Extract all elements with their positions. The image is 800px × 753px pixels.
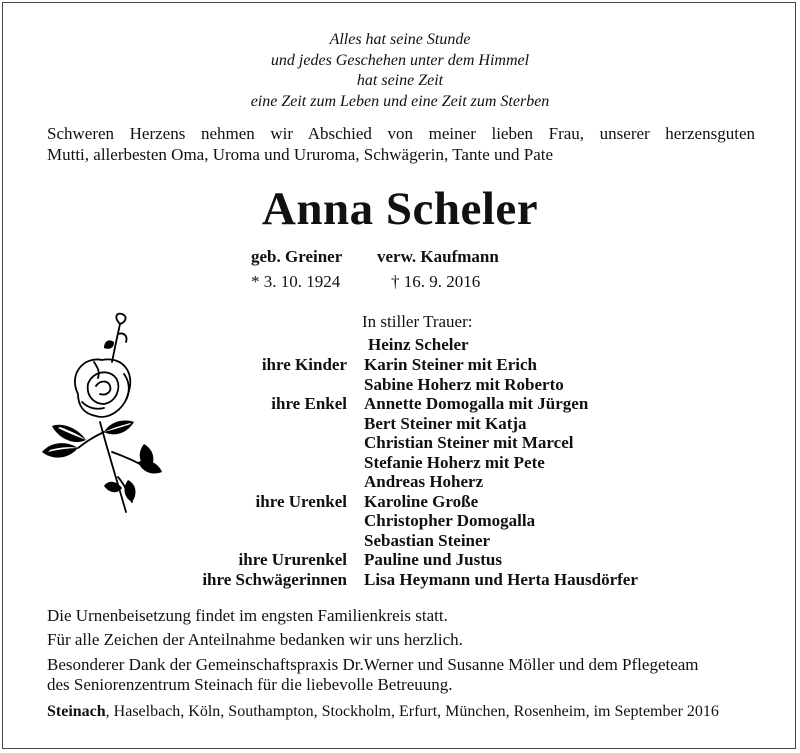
rose-icon	[38, 312, 164, 522]
mourner-name: Andreas Hoherz	[364, 472, 484, 491]
closing-line: Besonderer Dank der Gemeinschaftspraxis Dr.Werner und Susanne Möller und dem Pflegeteam	[47, 655, 699, 674]
birth-name: geb. Greiner	[251, 247, 343, 266]
birth-date: * 3. 10. 1924	[251, 272, 341, 291]
intro-line: Schweren Herzens nehmen wir Abschied von meiner lieben Frau, unserer herzensguten	[47, 124, 755, 143]
mourner-name: Heinz Scheler	[368, 335, 469, 354]
relation-label: ihre Enkel	[271, 394, 347, 413]
mourner-name: Karin Steiner mit Erich	[364, 355, 537, 374]
mourner-name: Pauline und Justus	[364, 550, 502, 569]
closing-line: Für alle Zeichen der Anteilnahme bedanken wir uns herzlich.	[47, 630, 463, 649]
mourner-name: Bert Steiner mit Katja	[364, 414, 527, 433]
poem	[0, 30, 800, 112]
intro-text	[47, 123, 755, 165]
mourner-name: Lisa Heymann und Herta Hausdörfer	[364, 570, 638, 589]
mourner-name: Sabine Hoherz mit Roberto	[364, 375, 564, 394]
mourner-name: Annette Domogalla mit Jürgen	[364, 394, 589, 413]
poem-line: eine Zeit zum Leben und eine Zeit zum Sterben	[250, 92, 550, 110]
relation-label: ihre Urenkel	[255, 492, 347, 511]
mourner-name: Christian Steiner mit Marcel	[364, 433, 574, 452]
closing-line: des Seniorenzentrum Steinach für die liebevolle Betreuung.	[47, 675, 453, 694]
mourners-heading: In stiller Trauer:	[362, 312, 473, 331]
poem-line: Alles hat seine Stunde	[329, 31, 471, 48]
relation-label: ihre Schwägerinnen	[202, 570, 347, 589]
place-date-line	[47, 703, 719, 721]
place-rest: , Haselbach, Köln, Southampton, Stockholm, Erfurt, München, Rosenheim, im September 2016	[105, 703, 719, 720]
death-date: † 16. 9. 2016	[391, 272, 481, 291]
relation-label: ihre Ururenkel	[238, 550, 347, 569]
deceased-name: Anna Scheler	[261, 183, 539, 235]
place-main: Steinach	[47, 703, 106, 720]
widowed-name: verw. Kaufmann	[377, 247, 499, 266]
mourner-name: Christopher Domogalla	[364, 511, 536, 530]
mourner-name: Sebastian Steiner	[364, 531, 491, 550]
mourner-name: Stefanie Hoherz mit Pete	[364, 453, 545, 472]
mourner-name: Karoline Große	[364, 492, 479, 511]
poem-line: hat seine Zeit	[356, 72, 444, 89]
poem-line: und jedes Geschehen unter dem Himmel	[270, 51, 530, 69]
closing-line: Die Urnenbeisetzung findet im engsten Familienkreis statt.	[47, 606, 448, 625]
intro-line: Mutti, allerbesten Oma, Uroma und Ururoma, Schwägerin, Tante und Pate	[47, 145, 554, 164]
relation-label: ihre Kinder	[261, 355, 347, 374]
